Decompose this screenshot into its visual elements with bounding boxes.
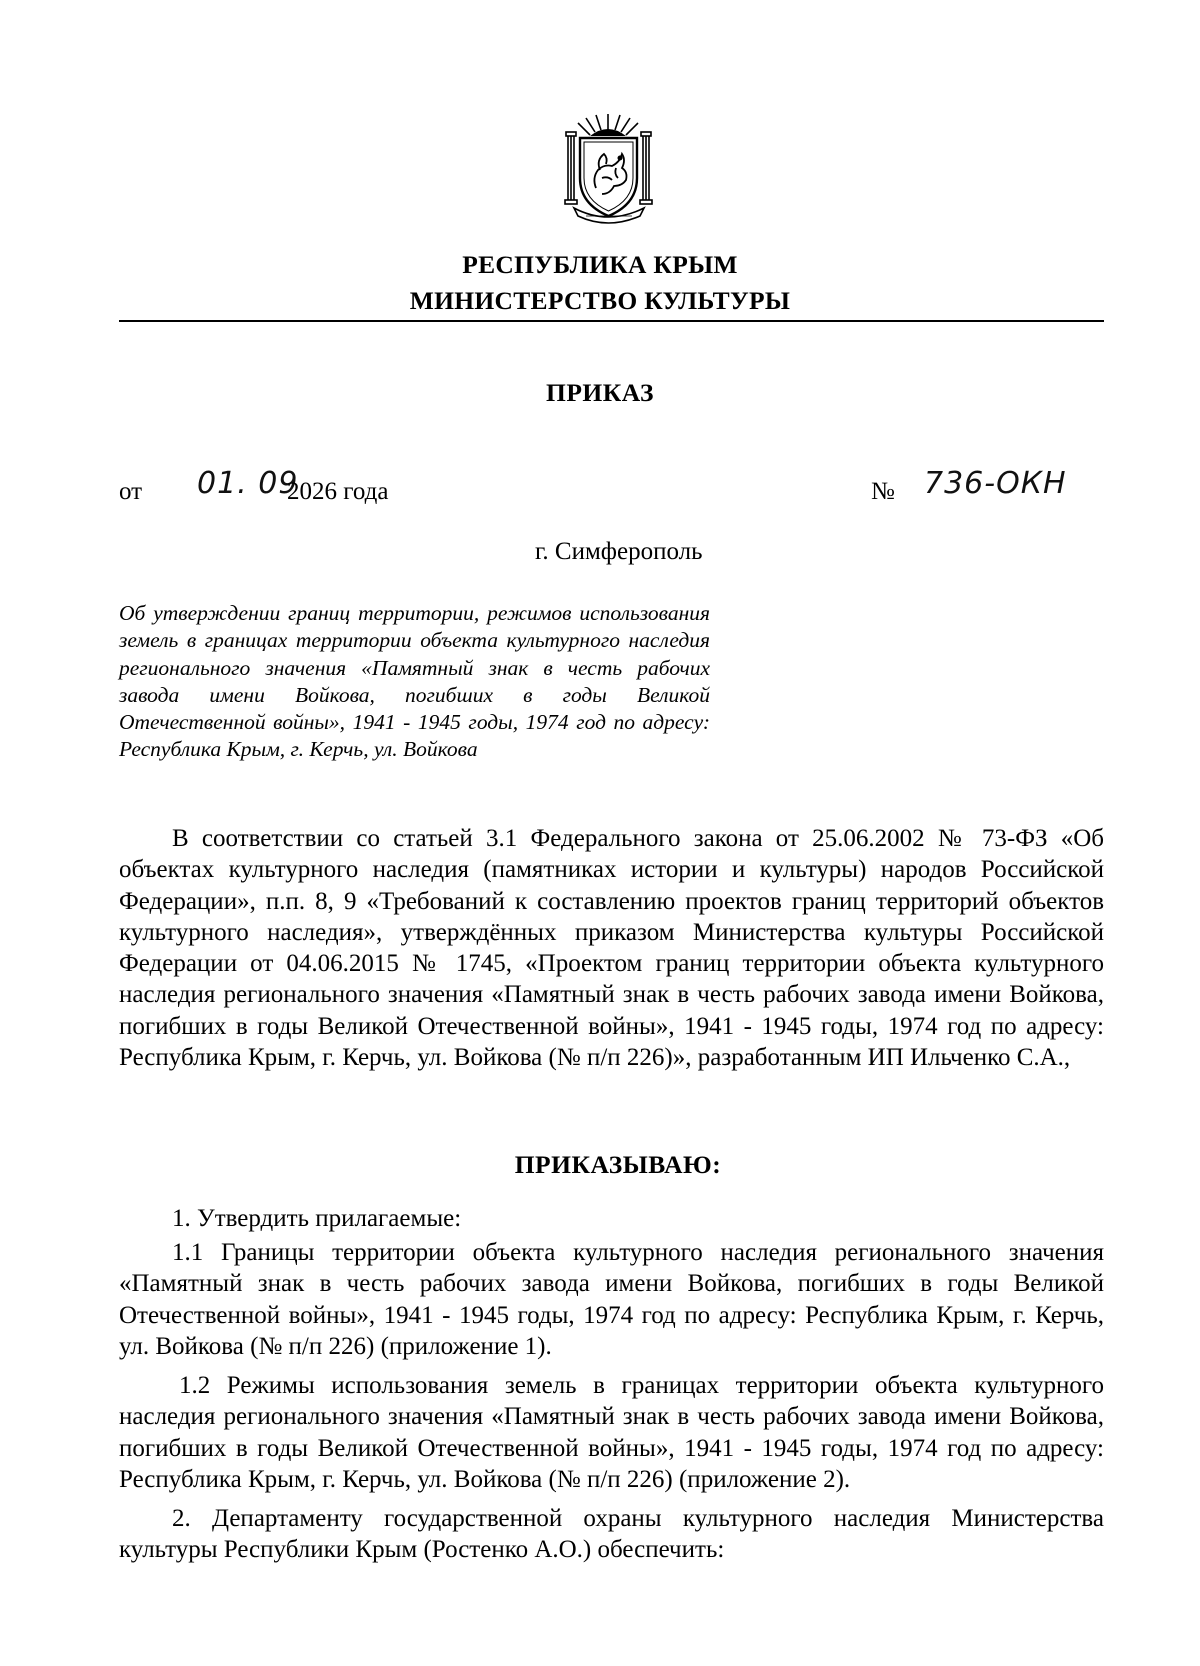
crimea-coat-of-arms-icon xyxy=(556,108,661,224)
org-name-ministry: МИНИСТЕРСТВО КУЛЬТУРЫ xyxy=(409,286,791,315)
date-prefix: от xyxy=(119,478,143,505)
order-item-1-2: 1.2 Режимы использования земель в границах территории объекта культурного наследия регионального значения «Памятный знак в честь рабочих завода имени Войкова, погибших в годы Великой Отечественной войны», 1941 - 1945 годы, 1974 год по адресу: Республика Крым, г. Керчь, ул. Войкова (№ п/п 226) (приложение 2). xyxy=(119,1372,1104,1493)
date-year: 2026 года xyxy=(287,478,389,505)
order-item-1: 1. Утвердить прилагаемые: xyxy=(172,1205,462,1232)
preamble-paragraph: В соответствии со статьей 3.1 Федерального закона от 25.06.2002 № 73-ФЗ «Об объектах культурного наследия (памятниках истории и культуры) народов Российской Федерации», п.п. 8, 9 «Требований к составлению проектов границ территорий объектов культурного наследия», утверждённых приказом Министерства культуры Российской Федерации от 04.06.2015 № 1745, «Проектом границ территории объекта культурного наследия регионального значения «Памятный знак в честь рабочих завода имени Войкова, погибших в годы Великой Отечественной войны», 1941 - 1945 годы, 1974 год по адресу: Республика Крым, г. Керчь, ул. Войкова (№ п/п 226)», разработанным ИП Ильченко С.А., xyxy=(119,825,1104,1072)
city-name: г. Симферополь xyxy=(535,538,703,565)
order-item-1-1: 1.1 Границы территории объекта культурного наследия регионального значения «Памятный знак в честь рабочих завода имени Войкова, погибших в годы Великой Отечественной войны», 1941 - 1945 годы, 1974 год по адресу: Республика Крым, г. Керчь, ул. Войкова (№ п/п 226) (приложение 1). xyxy=(119,1239,1104,1360)
order-item-2: 2. Департаменту государственной охраны культурного наследия Министерства культуры Республики Крым (Ростенко А.О.) обеспечить: xyxy=(119,1505,1104,1564)
date-number-row xyxy=(119,466,1104,510)
org-name-republic: РЕСПУБЛИКА КРЫМ xyxy=(462,250,738,279)
handwritten-order-number: 736-ОКН xyxy=(924,466,1067,501)
header-divider xyxy=(119,320,1104,322)
handwritten-date: 01. 09 xyxy=(197,466,299,501)
document-title: ПРИКАЗ xyxy=(546,378,654,407)
number-sign: № xyxy=(871,478,895,505)
order-directive-heading: ПРИКАЗЫВАЮ: xyxy=(514,1150,722,1179)
order-subject: Об утверждении границ территории, режимов использования земель в границах территории объекта культурного наследия регионального значения «Памятный знак в честь рабочих завода имени Войкова, погибших в годы Великой Отечественной войны», 1941 - 1945 годы, 1974 год по адресу: Республика Крым, г. Керчь, ул. Войкова xyxy=(119,601,710,762)
